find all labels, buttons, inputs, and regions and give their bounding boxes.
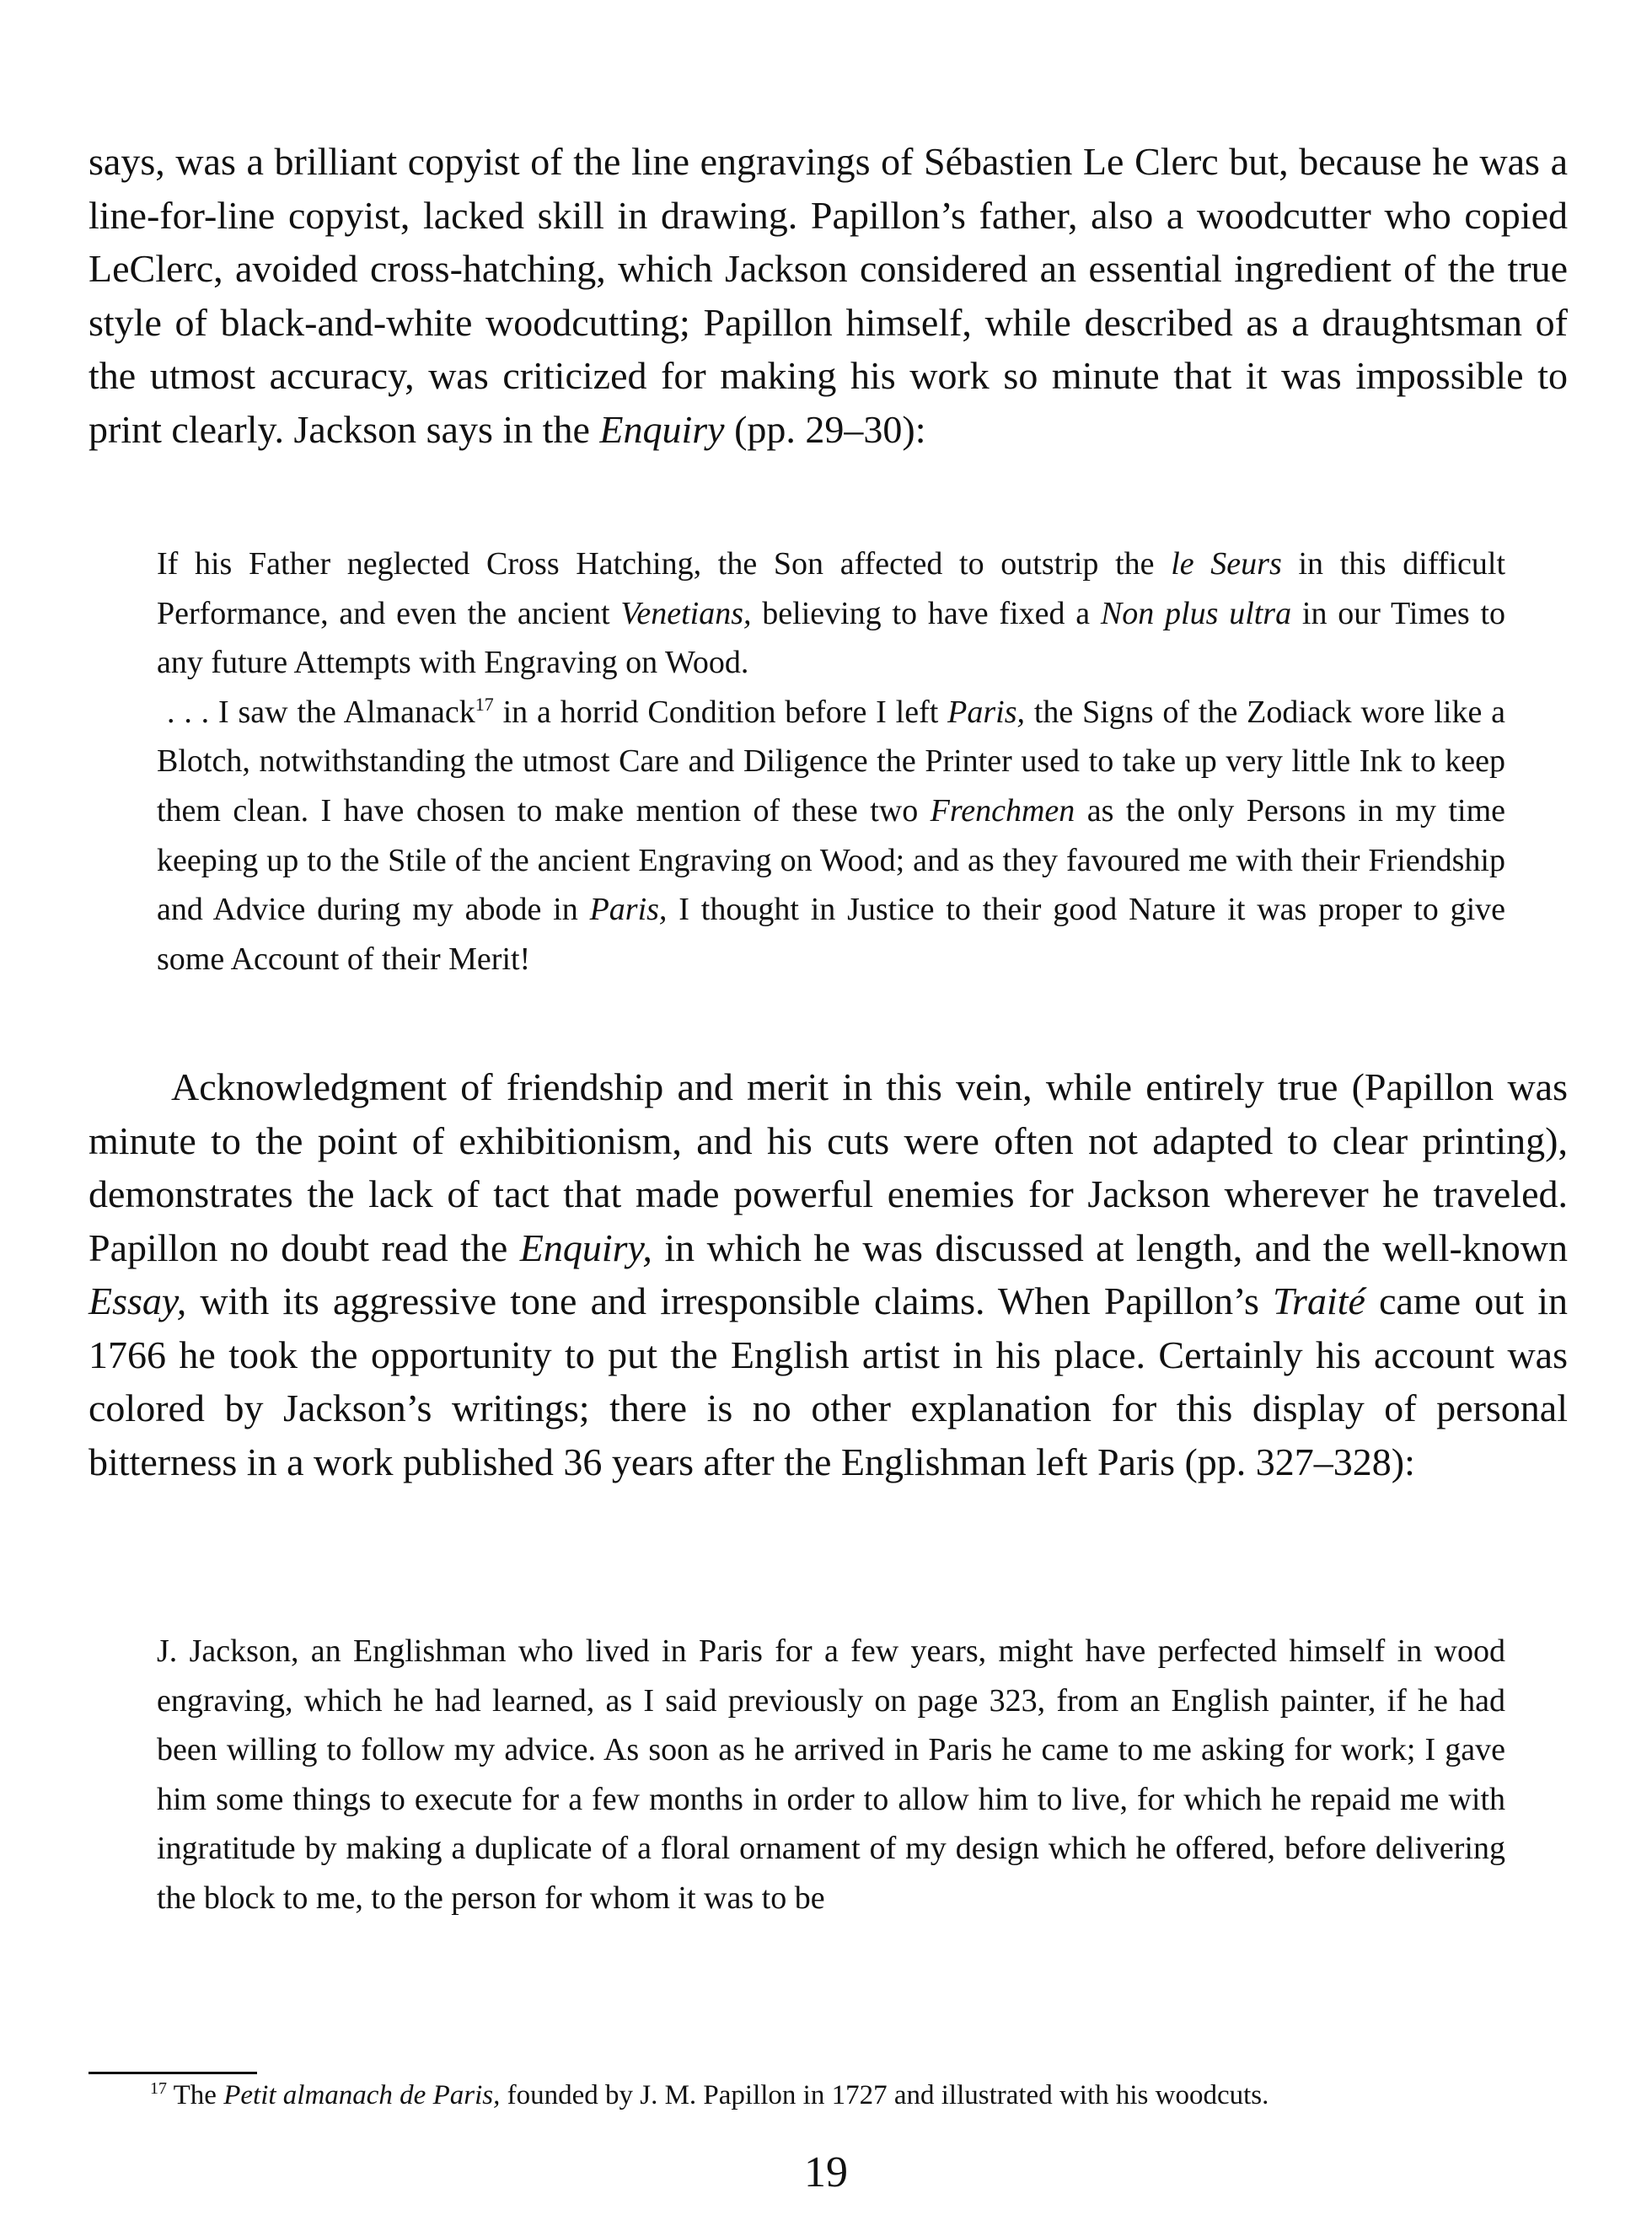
footnote-divider [88, 2072, 257, 2074]
block-quote-papillon: J. Jackson, an Englishman who lived in Paris for a few years, might have perfected himself in wood engraving, which he had learned, as I said previously on page 323, from an English painter, if he had been willing to follow my advice. As soon as he arrived in Paris he came to me asking for work; I gave him some things to execute for a few months in order to allow him to live, for which he repaid me with ingratitude by making a duplicate of a floral ornament of my design which he offered, before delivering the block to me, to the person for whom it was to be [157, 1633, 1505, 1916]
body-paragraph-2: Acknowledgment of friendship and merit in this vein, while entirely true (Papillon was minute to the point of exhibitionism, and his cuts were often not adapted to clear printing), demonstrates the lack of tact that made powerful enemies for Jackson wherever he traveled. Papillon no doubt read the Enquiry, in which he was discussed at length, and the well-known Essay, with its aggressive tone and irresponsible claims. When Papillon’s Traité came out in 1766 he took the opportunity to put the English artist in his place. Certainly his account was colored by Jackson’s writings; there is no other explanation for this display of personal bitterness in a work published 36 years after the Englishman left Paris (pp. 327–328): [88, 1065, 1568, 1483]
body-paragraph-1: says, was a brilliant copyist of the line engravings of Sébastien Le Clerc but, because he was a line-for-line copyist, lacked skill in drawing. Papillon’s father, also a woodcutter who copied LeClerc, avoided cross-hatching, which Jackson considered an essential ingredient of the true style of black-and-white woodcutting; Papillon himself, while described as a draughtsman of the utmost accuracy, was criticized for making his work so minute that it was impossible to print clearly. Jackson says in the Enquiry (pp. 29–30): [88, 140, 1568, 451]
block-quote-jackson: If his Father neglected Cross Hatching, the Son affected to outstrip the le Seurs in this difficult Performance, and even the ancient Venetians, believing to have fixed a Non plus ultra in our Times to any future Attempts with Engraving on Wood. . . . I saw the Almanack$^{17}$ in a horrid Condition before I left Paris, the Signs of the Zodiack wore like a Blotch, notwithstanding the utmost Care and Diligence the Printer used to take up very little Ink to keep them clean. I have chosen to make mention of these two Frenchmen as the only Persons in my time keeping up to the Stile of the ancient Engraving on Wood; and as they favoured me with their Friendship and Advice during my abode in Paris, I thought in Justice to their good Nature it was proper to give some Account of their Merit! [157, 539, 1505, 984]
quote-continuation: . . . I saw the Almanack$^{17}$ in a horrid Condition before I left Paris, the Signs of the Zodiack wore like a Blotch, notwithstanding the utmost Care and Diligence the Printer used to take up very little Ink to keep them clean. I have chosen to make mention of these two Frenchmen as the only Persons in my time keeping up to the Stile of the ancient Engraving on Wood; and as they favoured me with their Friendship and Advice during my abode in Paris, I thought in Justice to their good Nature it was proper to give some Account of their Merit! [157, 693, 1506, 977]
footnote-number: 17 [150, 2079, 167, 2098]
page-number: 19 [804, 2148, 848, 2196]
footnote-17: $^{17}$ The Petit almanach de Paris, founded by J. M. Papillon in 1727 and illustrated with his woodcuts. [150, 2079, 1269, 2110]
footnote-reference: 17 [475, 693, 494, 715]
